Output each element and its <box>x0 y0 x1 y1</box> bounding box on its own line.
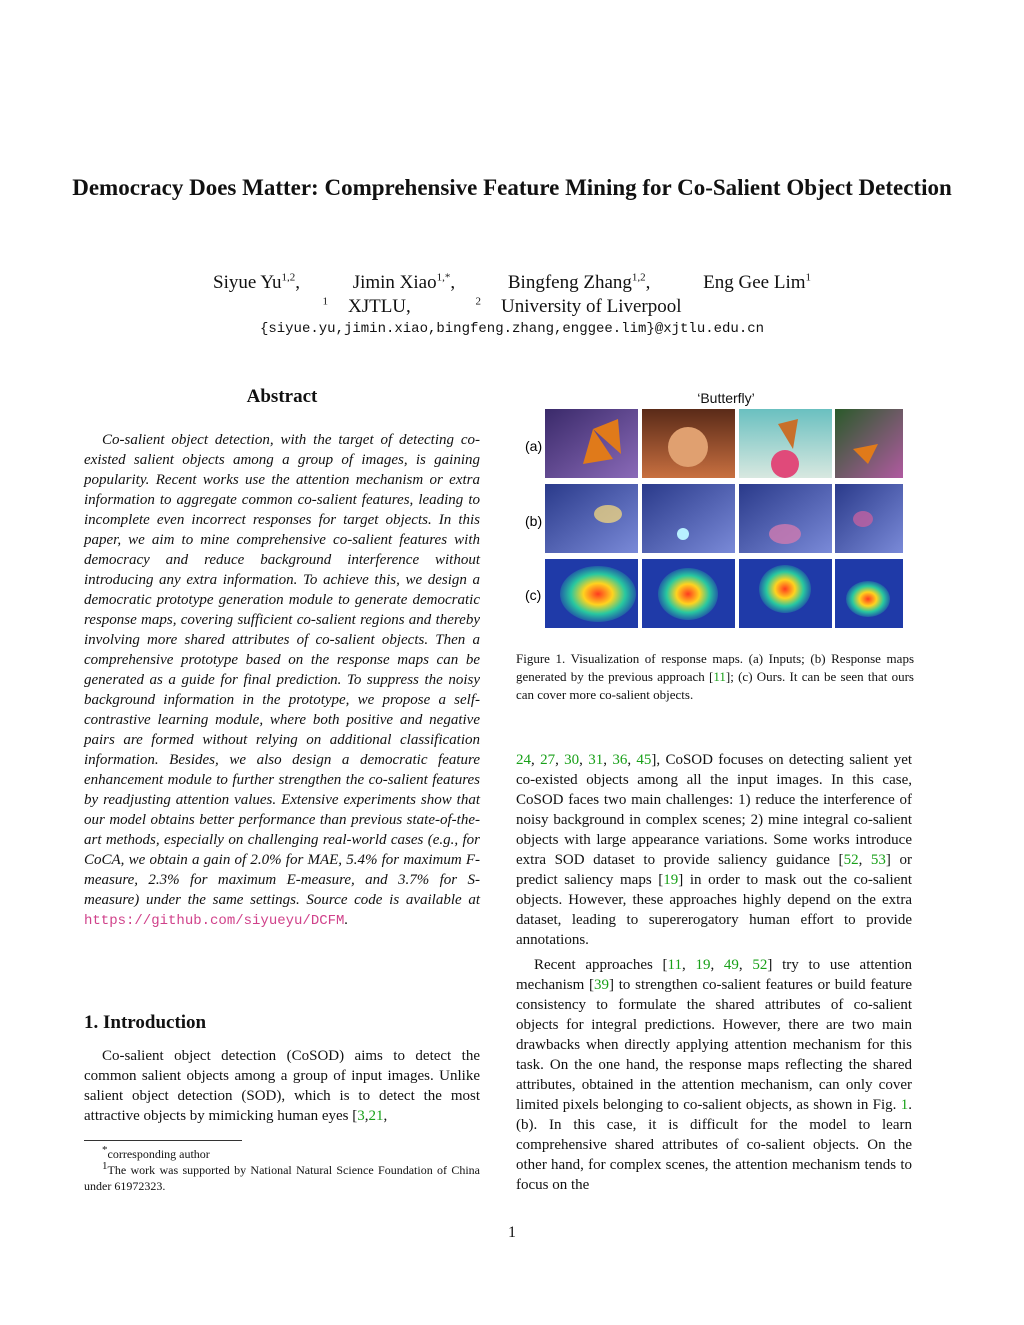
heat-region <box>560 566 636 622</box>
heat-region <box>846 581 890 617</box>
figure-row-c <box>545 559 903 628</box>
citation-link[interactable]: 27 <box>540 752 556 768</box>
section-heading-introduction: 1. Introduction <box>84 1012 207 1033</box>
right-column-paragraph-2: Recent approaches [11, 19, 49, 52] try to use attention mechanism [39] to strengthen co-salient features or build feature consistency to formulate the shared attributes of co-salient objects for integral predictions. However, there are two main drawbacks when directly applying attention mechanism for this task. On the one hand, the response maps reflecting the shared attributes, obtained in the attention mechanism, can only cover limited pixels belonging to co-salient objects, as shown in Fig. 1.(b). In this case, it is difficult for the model to learn comprehensive shared attributes of co-salient objects. On the other hand, for complex scenes, the attention mechanism tends to focus on the <box>516 957 913 1193</box>
response-spot <box>677 528 689 540</box>
citation-link[interactable]: 11 <box>667 957 682 973</box>
figure-row-b <box>545 484 903 553</box>
author-4: Eng Gee Lim$^1$ <box>703 271 811 293</box>
citation-link[interactable]: 39 <box>594 977 610 993</box>
page-number: 1 <box>508 1224 516 1241</box>
paper-title: Democracy Does Matter: Comprehensive Feature Mining for Co-Salient Object Detection <box>72 175 952 200</box>
citation-link[interactable]: 3 <box>357 1108 365 1124</box>
author-3: Bingfeng Zhang$^{1,2}$, <box>507 271 651 293</box>
citation-link[interactable]: 52 <box>843 852 859 868</box>
heat-region <box>658 568 718 620</box>
abstract-heading: Abstract <box>246 386 318 407</box>
citation-link[interactable]: 52 <box>752 957 768 973</box>
citation-link[interactable]: 30 <box>564 752 580 768</box>
footnote-2: $^1$The work was supported by National Natural Science Foundation of China under 61972323. <box>84 1160 480 1193</box>
footnote-rule <box>84 1140 242 1141</box>
response-spot <box>594 505 622 523</box>
row-label-a: (a) <box>525 438 543 454</box>
response-spot <box>853 511 873 527</box>
author-2: Jimin Xiao$^{1,*}$, <box>352 271 456 293</box>
footnote-1: *corresponding author <box>102 1144 210 1161</box>
citation-link[interactable]: 31 <box>588 752 604 768</box>
affiliation-1: $^1$ XJTLU, <box>322 295 411 317</box>
figure-1 <box>523 409 923 631</box>
citation-link[interactable]: 49 <box>723 957 739 973</box>
citation-link[interactable]: 19 <box>695 957 711 973</box>
abstract-body: Co-salient object detection, with the target of detecting co-existed salient objects among a group of images, is gaining popularity. Recent works use the attention mechanism or extra information to aggregate common co-salient features, leading to incomplete even incorrect responses for target objects. In this paper, we aim to mine comprehensive co-salient features with democracy and reduce background interference without introducing any extra information. To achieve this, we design a democratic prototype generation module to generate democratic response maps, covering sufficient co-salient regions and thereby involving more shared attributes of co-salient objects. Then a comprehensive prototype based on the response maps can be generated as a guide for final prediction. To suppress the noisy background information in the prototype, we propose a self-contrastive learning module, where both positive and negative pairs are formed without relying on additional classification information. Besides, we also design a democratic feature enhancement module to further strengthen the co-salient features by readjusting attention values. Extensive experiments show that our model obtains better performance than previous state-of-the-art methods, especially on challenging real-world cases (e.g., for CoCA, we obtain a gain of 2.0% for MAE, 5.4% for maximum F-measure, 2.3% for maximum E-measure, and 3.7% for S-measure) under the same settings. Source code is available at https://github.com/siyueyu/DCFM. <box>84 432 480 929</box>
response-map-1 <box>545 484 638 553</box>
author-1: Siyue Yu$^{1,2}$, <box>213 271 300 293</box>
citation-link[interactable]: 21 <box>368 1108 384 1124</box>
code-link[interactable]: https://github.com/siyueyu/DCFM <box>84 913 345 929</box>
response-spot <box>769 524 801 544</box>
affiliations <box>60 294 964 319</box>
citation-link[interactable]: 45 <box>636 752 652 768</box>
citation-link[interactable]: 53 <box>870 852 886 868</box>
citation-link[interactable]: 11 <box>713 669 726 684</box>
response-map-2 <box>642 484 735 553</box>
figure-row-a <box>545 409 903 478</box>
heat-region <box>759 565 811 613</box>
right-column-paragraph-1: 24, 27, 30, 31, 36, 45], CoSOD focuses on detecting salient yet co-existed objects among all the input images. In this case, CoSOD faces two main challenges: 1) reduce the interference of noisy background in complex scenes; 2) mine integral co-salient objects with large appearance variations. Some works introduce extra SOD dataset to provide saliency guidance [52, 53] or predict saliency maps [19] in order to mask out the co-salient objects. However, these approaches highly depend on the extra dataset, leading to supererogatory human effort to provide annotations. <box>516 752 913 948</box>
row-label-b: (b) <box>525 513 543 529</box>
citation-link[interactable]: 24 <box>516 752 531 768</box>
figure-group-label: ‘Butterfly’ <box>697 390 755 406</box>
kitten-face <box>668 427 708 467</box>
image-butterfly-garden <box>835 409 903 478</box>
figure-link[interactable]: 1 <box>900 1097 909 1113</box>
citation-link[interactable]: 19 <box>663 872 679 888</box>
intro-paragraph: Co-salient object detection (CoSOD) aims to detect the common salient objects among a group of input images. Unlike salient object detection (SOD), which is to detect the most attractive objects by mimicking human eyes [3,21, <box>84 1048 480 1124</box>
row-label-c: (c) <box>525 587 542 603</box>
footnotes <box>84 1146 480 1194</box>
figure-caption: Figure 1. Visualization of response maps. (a) Inputs; (b) Response maps generated by the previous approach [11]; (c) Ours. It can be seen that ours can cover more co-salient objects. <box>516 651 914 702</box>
author-emails: {siyue.yu,jimin.xiao,bingfeng.zhang,enggee.lim}@xjtlu.edu.cn <box>259 321 765 337</box>
author-list <box>60 270 964 295</box>
affiliation-2: $^2$ University of Liverpool <box>475 295 682 317</box>
figure-grid <box>523 409 923 631</box>
pink-flower <box>771 450 799 478</box>
citation-link[interactable]: 36 <box>612 752 628 768</box>
